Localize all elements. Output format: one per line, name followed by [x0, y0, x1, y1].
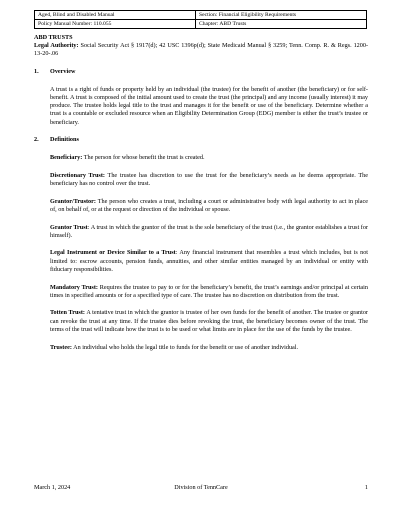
- overview-heading: [34, 68, 368, 76]
- definitions-number: 2.: [34, 135, 39, 143]
- definitions-heading-text: Definitions: [50, 135, 79, 143]
- definition-mandatory-trust: [50, 284, 368, 300]
- definition-term: Mandatory Trust:: [50, 283, 98, 291]
- overview-paragraph: A trust is a right of funds or property held by an individual (the trustee) for the benefit of another (the beneficiary) or for self-benefit. A trust is composed of the initial amount used to create the trust (the principal) and any income (usually interest) it may produce. The trustee holds legal title to the trust and manages it for the benefit or use of the beneficiary. Determine whether a trust is a countable or excluded resource when an Eligibility Determination Group (EDG) member is either the trust’s trustee or beneficiary.: [50, 85, 368, 126]
- chapter-cell: Chapter: ABD Trusts: [196, 20, 367, 29]
- legal-authority-text: Social Security Act § 1917(d); 42 USC 1396p(d); State Medicaid Manual § 3259; Tenn. Comp. R. & Regs. 1200-13-20-.06: [34, 42, 369, 58]
- page-number: 1: [364, 484, 368, 491]
- definition-term: Trustee:: [50, 343, 72, 351]
- document-body: [34, 34, 368, 361]
- definition-trustee: [50, 344, 368, 352]
- legal-authority: [34, 42, 368, 58]
- definition-text: The person for whose benefit the trust is created.: [83, 154, 205, 162]
- definition-totten-trust: [50, 309, 368, 334]
- definition-legal-instrument: [50, 249, 368, 274]
- manual-header-table: [34, 10, 367, 29]
- definition-term: Grantor/Trustor:: [50, 197, 96, 205]
- definition-text: : A trust in which the grantor of the trust is the sole beneficiary of the trust (i.e., the grantor establishes a trust for himself).: [50, 223, 369, 239]
- definition-beneficiary: [50, 154, 368, 162]
- definition-text: : Any financial instrument that resembles a trust which includes, but is not limited to: escrow accounts, pension funds, annuities, and other similar entities managed by an individual or entity with fiduciary responsibilities.: [50, 249, 369, 273]
- definitions-heading: [34, 136, 368, 144]
- overview-number: 1.: [34, 67, 39, 75]
- definition-term: Beneficiary:: [50, 154, 83, 162]
- legal-authority-label: Legal Authority:: [34, 42, 79, 50]
- page-title: ABD TRUSTS: [34, 34, 73, 41]
- definition-term: Discretionary Trust:: [50, 171, 105, 179]
- definition-text: The trustee has discretion to use the trust for the beneficiary’s needs as he deems appropriate. The beneficiary has no control over the trust.: [50, 171, 368, 187]
- definition-discretionary-trust: [50, 172, 368, 188]
- policy-number-cell: Policy Manual Number: 110.055: [35, 20, 196, 29]
- section-cell: Section: Financial Eligibility Requirements: [196, 11, 367, 20]
- footer-division: Division of TennCare: [174, 484, 228, 491]
- footer-date: March 1, 2024: [34, 484, 71, 491]
- overview-heading-text: Overview: [50, 67, 76, 75]
- definition-term: Legal Instrument or Device Similar to a Trust: [50, 249, 176, 257]
- definition-term: Grantor Trust: [50, 223, 88, 231]
- definition-grantor-trustor: [50, 198, 368, 214]
- definition-term: Totten Trust:: [50, 309, 85, 317]
- definition-text: Requires the trustee to pay to or for the beneficiary’s benefit, the trust’s earnings and/or principal at certain times in specified amounts or for a specified type of care. The trustee has no discretion on distribution from the trust.: [50, 283, 368, 299]
- page-footer: [34, 484, 368, 492]
- manual-name-cell: Aged, Blind and Disabled Manual: [35, 11, 196, 20]
- definition-text: The person who creates a trust, including a court or administrative body with legal authority to act in place of, on behalf of, or at the request or direction of the individual or spouse.: [50, 197, 368, 213]
- definition-text: A tentative trust in which the grantor is trustee of her own funds for the benefit of another. The trustee or grantor can revoke the trust at any time. If the trustee dies before revoking the trust, the beneficiary becomes owner of the trust. The terms of the trust will indicate how the trust is to be used or what limits are in place for the use of the funds by the trustee.: [50, 309, 368, 333]
- definition-grantor-trust: [50, 224, 368, 240]
- definition-text: An individual who holds the legal title to funds for the benefit or use of another individual.: [73, 343, 299, 351]
